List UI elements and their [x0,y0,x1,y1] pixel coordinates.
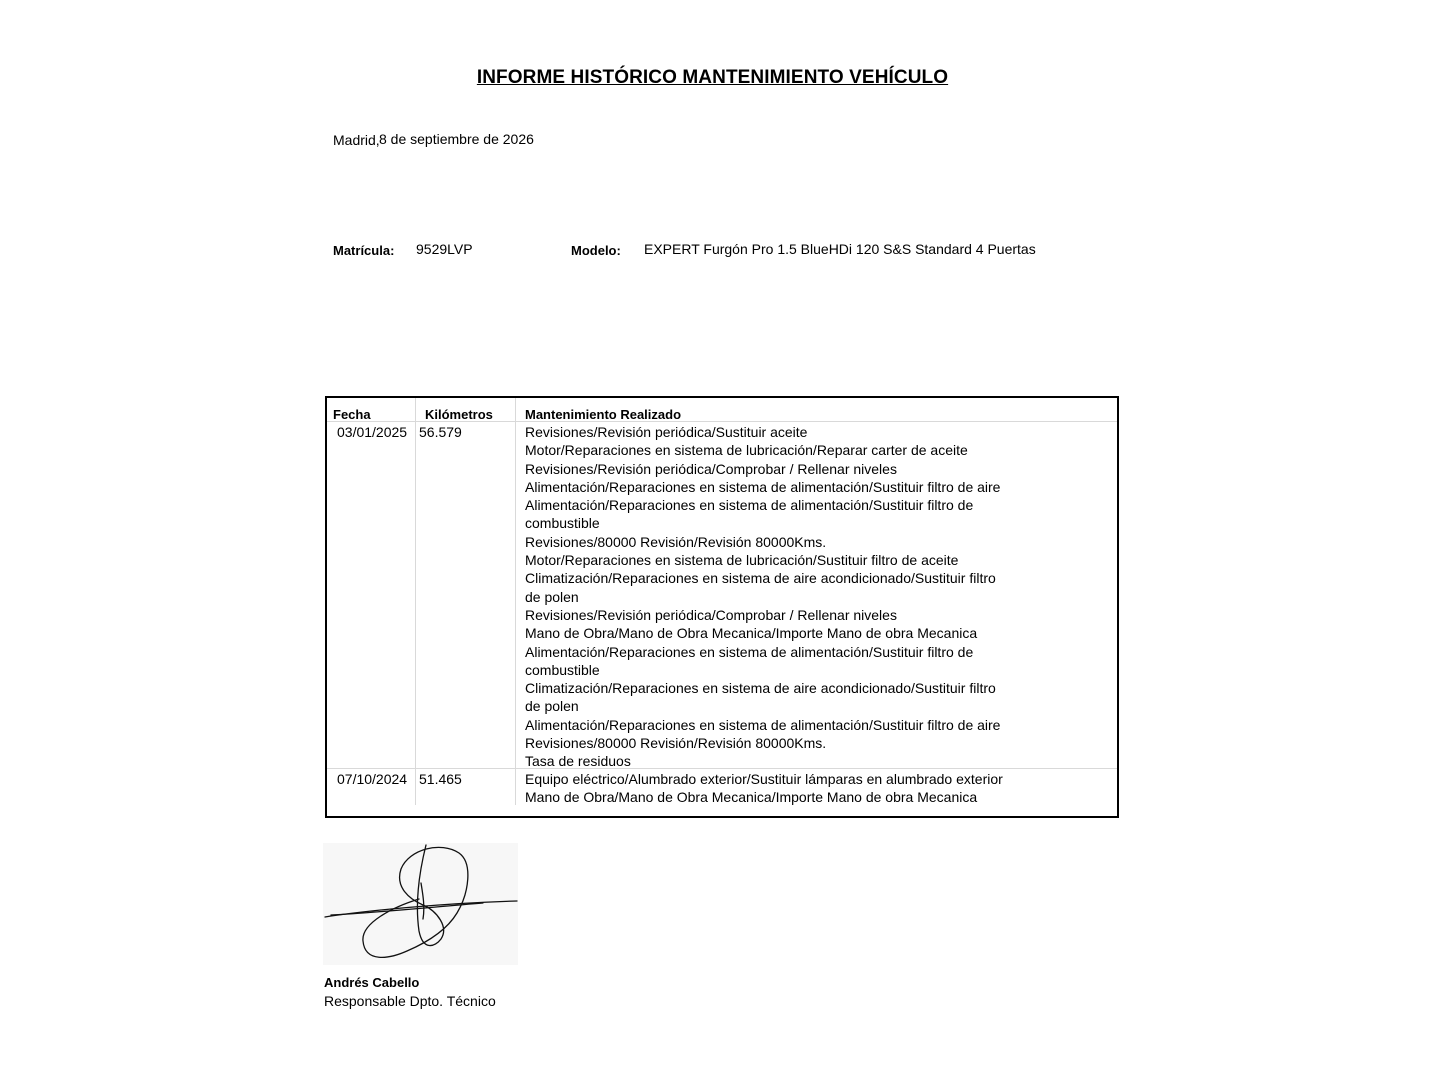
maintenance-item: Alimentación/Reparaciones en sistema de alimentación/Sustituir filtro de aire [525,478,1001,495]
table-column-divider [415,398,416,805]
plate-label: Matrícula: [333,243,395,258]
row-km: 51.465 [419,771,462,787]
maintenance-item: Climatización/Reparaciones en sistema de aire acondicionado/Sustituir filtro de polen [525,570,996,605]
plate-value: 9529LVP [416,241,473,257]
model-label: Modelo: [571,243,621,258]
column-header-maintenance: Mantenimiento Realizado [525,407,682,422]
maintenance-item: Alimentación/Reparaciones en sistema de alimentación/Sustituir filtro de combustible [525,497,974,532]
row-km: 56.579 [419,424,462,440]
row-maintenance-list [525,770,1015,807]
maintenance-item: Mano de Obra/Mano de Obra Mecanica/Importe Mano de obra Mecanica [525,789,978,806]
maintenance-item: Mano de Obra/Mano de Obra Mecanica/Importe Mano de obra Mecanica [525,625,978,642]
maintenance-item: Revisiones/80000 Revisión/Revisión 80000Kms. [525,533,827,550]
model-value: EXPERT Furgón Pro 1.5 BlueHDi 120 S&S Standard 4 Puertas [644,241,1036,257]
row-date: 07/10/2024 [337,771,408,787]
maintenance-item: Alimentación/Reparaciones en sistema de alimentación/Sustituir filtro de aire [525,716,1001,733]
maintenance-item: Alimentación/Reparaciones en sistema de alimentación/Sustituir filtro de combustible [525,643,974,678]
maintenance-item: Revisiones/Revisión periódica/Comprobar / Rellenar niveles [525,460,897,477]
maintenance-item: Revisiones/Revisión periódica/Comprobar / Rellenar niveles [525,606,897,623]
column-header-date: Fecha [333,407,371,422]
table-column-divider [515,398,516,805]
report-place: Madrid, [333,132,380,148]
signature-icon [323,843,518,965]
signature-image [323,843,518,965]
report-date: 8 de septiembre de 2026 [379,131,534,147]
column-header-km: Kilómetros [425,407,493,422]
row-date: 03/01/2025 [337,424,408,440]
report-title: INFORME HISTÓRICO MANTENIMIENTO VEHÍCULO [476,67,949,88]
maintenance-item: Equipo eléctrico/Alumbrado exterior/Sustituir lámparas en alumbrado exterior [525,771,1003,787]
maintenance-item: Revisiones/80000 Revisión/Revisión 80000Kms. [525,735,827,752]
maintenance-item: Motor/Reparaciones en sistema de lubricación/Sustituir filtro de aceite [525,552,959,569]
signer-role: Responsable Dpto. Técnico [324,993,496,1009]
signer-name: Andrés Cabello [324,975,420,990]
maintenance-item: Climatización/Reparaciones en sistema de aire acondicionado/Sustituir filtro de polen [525,680,996,715]
row-maintenance-list [525,423,1015,771]
maintenance-item: Tasa de residuos [525,753,631,770]
maintenance-item: Revisiones/Revisión periódica/Sustituir aceite [525,424,808,440]
maintenance-item: Motor/Reparaciones en sistema de lubricación/Reparar carter de aceite [525,442,968,459]
